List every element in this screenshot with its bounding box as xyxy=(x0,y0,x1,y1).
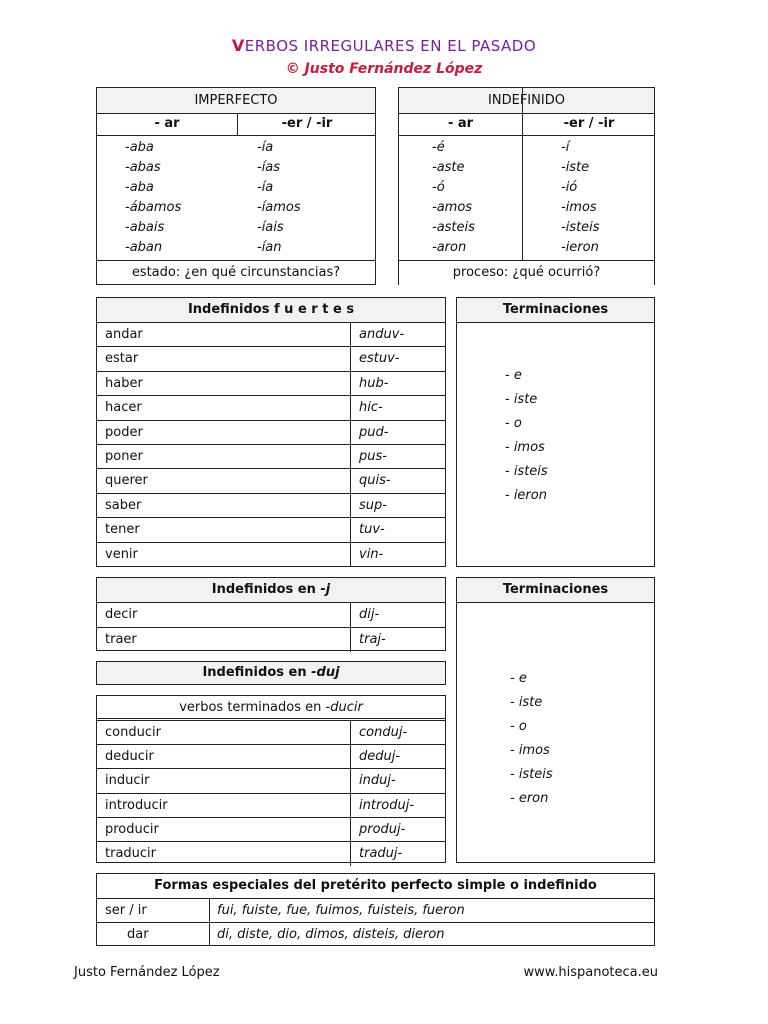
verb-stem: pud- xyxy=(359,424,389,440)
indef-j-header-suffix: -j xyxy=(320,582,331,597)
verb-infinitive: introducir xyxy=(105,797,168,813)
verb-stem: hic- xyxy=(359,400,383,416)
table-row xyxy=(97,768,445,793)
ending-item: -í xyxy=(561,140,570,155)
verb-stem: traj- xyxy=(359,631,386,647)
ending-item: -abas xyxy=(125,160,161,175)
especiales-row-2-forms: di, diste, dio, dimos, disteis, dieron xyxy=(217,927,445,942)
indef-j-table xyxy=(96,577,446,651)
fuertes-table xyxy=(96,297,446,567)
ending-item: -ó xyxy=(432,180,445,195)
verb-infinitive: querer xyxy=(105,473,148,489)
table-row xyxy=(97,517,445,542)
indefinido-table xyxy=(398,87,655,285)
verb-infinitive: decir xyxy=(105,607,138,622)
table-row xyxy=(97,420,445,445)
ending-item: -aban xyxy=(125,240,163,255)
verb-infinitive: traducir xyxy=(105,846,157,861)
ending-item: -ían xyxy=(257,240,282,255)
ending-item: -imos xyxy=(561,200,597,215)
indefinido-footer: proceso: ¿qué ocurrió? xyxy=(399,261,654,285)
verb-stem: anduv- xyxy=(359,327,405,342)
verb-infinitive: hacer xyxy=(105,400,142,416)
title-first-letter: V xyxy=(231,36,245,55)
ending-item: -ió xyxy=(561,180,578,195)
imperfecto-header: IMPERFECTO xyxy=(97,88,375,114)
footer-author: Justo Fernández López xyxy=(74,965,220,980)
ending-item: - imos xyxy=(510,743,550,758)
ending-item: -iste xyxy=(561,160,590,175)
ending-item: -abais xyxy=(125,220,165,235)
ending-item: -amos xyxy=(432,200,473,215)
verb-infinitive: tener xyxy=(105,522,140,538)
ending-item: -aba xyxy=(125,140,154,155)
table-row xyxy=(97,395,445,420)
indefinido-col-erir: -er / -ir xyxy=(563,116,615,131)
imperfecto-col-erir: -er / -ir xyxy=(281,116,333,131)
ending-item: - o xyxy=(505,416,522,431)
table-row xyxy=(97,444,445,469)
table-row xyxy=(97,346,445,371)
verb-infinitive: haber xyxy=(105,375,143,391)
ducir-subheader xyxy=(97,696,445,719)
verb-stem: traduj- xyxy=(359,846,403,861)
ending-item: -é xyxy=(432,140,445,155)
especiales-header: Formas especiales del pretérito perfecto simple o indefinido xyxy=(97,874,654,899)
verb-infinitive: conducir xyxy=(105,725,161,740)
imperfecto-table xyxy=(96,87,376,285)
table-row xyxy=(97,793,445,818)
especiales-row-2-verb: dar xyxy=(127,927,149,942)
ending-item: - e xyxy=(510,671,527,686)
ending-item: -isteis xyxy=(561,220,600,235)
ending-item: - o xyxy=(510,719,527,734)
ending-item: -íamos xyxy=(257,200,301,215)
ending-item: - isteis xyxy=(505,464,548,479)
ending-item: -aste xyxy=(432,160,465,175)
indefinido-erir-list xyxy=(561,138,600,258)
terminaciones-box-2 xyxy=(456,577,655,863)
verb-infinitive: saber xyxy=(105,497,142,513)
ending-item: -ábamos xyxy=(125,200,182,215)
terminaciones-list-1 xyxy=(505,364,548,508)
imperfecto-ar-list xyxy=(125,138,181,258)
table-row xyxy=(97,602,445,628)
verb-stem: pus- xyxy=(359,449,387,464)
verb-stem: sup- xyxy=(359,497,387,513)
ending-item: -ía xyxy=(257,140,274,155)
especiales-table xyxy=(96,873,655,946)
table-row xyxy=(97,627,445,653)
verb-stem: dij- xyxy=(359,607,380,622)
verb-stem: produj- xyxy=(359,821,406,837)
verb-infinitive: poder xyxy=(105,424,143,440)
ending-item: - eron xyxy=(510,791,549,806)
verb-stem: vin- xyxy=(359,546,384,562)
ending-item: - isteis xyxy=(510,767,553,782)
ducir-subheader-suffix: -ducir xyxy=(325,700,363,715)
title-rest: ERBOS IRREGULARES EN EL PASADO xyxy=(244,37,537,55)
table-row xyxy=(97,720,445,745)
imperfecto-col-ar: - ar xyxy=(154,116,180,131)
verb-infinitive: poner xyxy=(105,449,143,464)
verb-stem: tuv- xyxy=(359,522,385,538)
footer-website[interactable]: www.hispanoteca.eu xyxy=(523,965,658,980)
indef-duj-header xyxy=(97,662,445,684)
author-subtitle: © Justo Fernández López xyxy=(285,61,483,77)
ending-item: -ías xyxy=(257,160,281,175)
indefinido-ar-list xyxy=(432,138,475,258)
table-row xyxy=(97,371,445,396)
verb-infinitive: producir xyxy=(105,821,159,837)
imperfecto-footer: estado: ¿en qué circunstancias? xyxy=(131,265,341,280)
especiales-row-1-verb: ser / ir xyxy=(105,903,147,918)
ducir-subheader-text: verbos terminados en xyxy=(179,700,326,715)
table-row xyxy=(97,841,445,866)
verb-stem: deduj- xyxy=(359,749,401,765)
ending-item: -aron xyxy=(432,240,467,255)
ending-item: -aba xyxy=(125,180,154,195)
indef-j-header-text: Indefinidos en xyxy=(211,582,321,597)
ending-item: -ieron xyxy=(561,240,599,255)
imperfecto-erir-list xyxy=(257,138,301,258)
ending-item: -íais xyxy=(257,220,284,235)
indef-j-header xyxy=(97,578,445,603)
ducir-table xyxy=(96,695,446,863)
ending-item: - iste xyxy=(505,392,538,407)
fuertes-header: Indefinidos f u e r t e s xyxy=(97,298,445,323)
terminaciones-list-2 xyxy=(510,667,553,811)
verb-infinitive: andar xyxy=(105,327,143,342)
verb-infinitive: venir xyxy=(105,546,138,562)
indef-duj-header-text: Indefinidos en xyxy=(202,665,312,680)
verb-stem: conduj- xyxy=(359,725,408,740)
verb-stem: introduj- xyxy=(359,797,415,813)
verb-infinitive: deducir xyxy=(105,749,154,765)
ending-item: - e xyxy=(505,368,522,383)
table-row xyxy=(97,322,445,347)
verb-stem: induj- xyxy=(359,773,396,789)
ending-item: -asteis xyxy=(432,220,475,235)
table-row xyxy=(97,542,445,567)
table-row xyxy=(97,817,445,842)
verb-infinitive: inducir xyxy=(105,773,150,789)
indef-duj-header-box xyxy=(96,661,446,685)
page-title xyxy=(0,36,768,55)
ending-item: -ía xyxy=(257,180,274,195)
verb-stem: quis- xyxy=(359,473,391,489)
verb-stem: hub- xyxy=(359,375,389,391)
ending-item: - ieron xyxy=(505,488,547,503)
table-row xyxy=(97,468,445,493)
table-row xyxy=(97,744,445,769)
indefinido-header: INDEFINIDO xyxy=(399,88,654,114)
ending-item: - imos xyxy=(505,440,545,455)
terminaciones-header-2: Terminaciones xyxy=(457,578,654,603)
table-row xyxy=(97,493,445,518)
indefinido-col-ar: - ar xyxy=(447,116,474,131)
ending-item: - iste xyxy=(510,695,543,710)
terminaciones-header-1: Terminaciones xyxy=(457,298,654,323)
indef-duj-header-suffix: -duj xyxy=(311,665,340,680)
verb-infinitive: traer xyxy=(105,631,137,647)
verb-infinitive: estar xyxy=(105,351,139,367)
especiales-row-1-forms: fui, fuiste, fue, fuimos, fuisteis, fueron xyxy=(217,903,465,918)
terminaciones-box-1 xyxy=(456,297,655,567)
verb-stem: estuv- xyxy=(359,351,400,367)
